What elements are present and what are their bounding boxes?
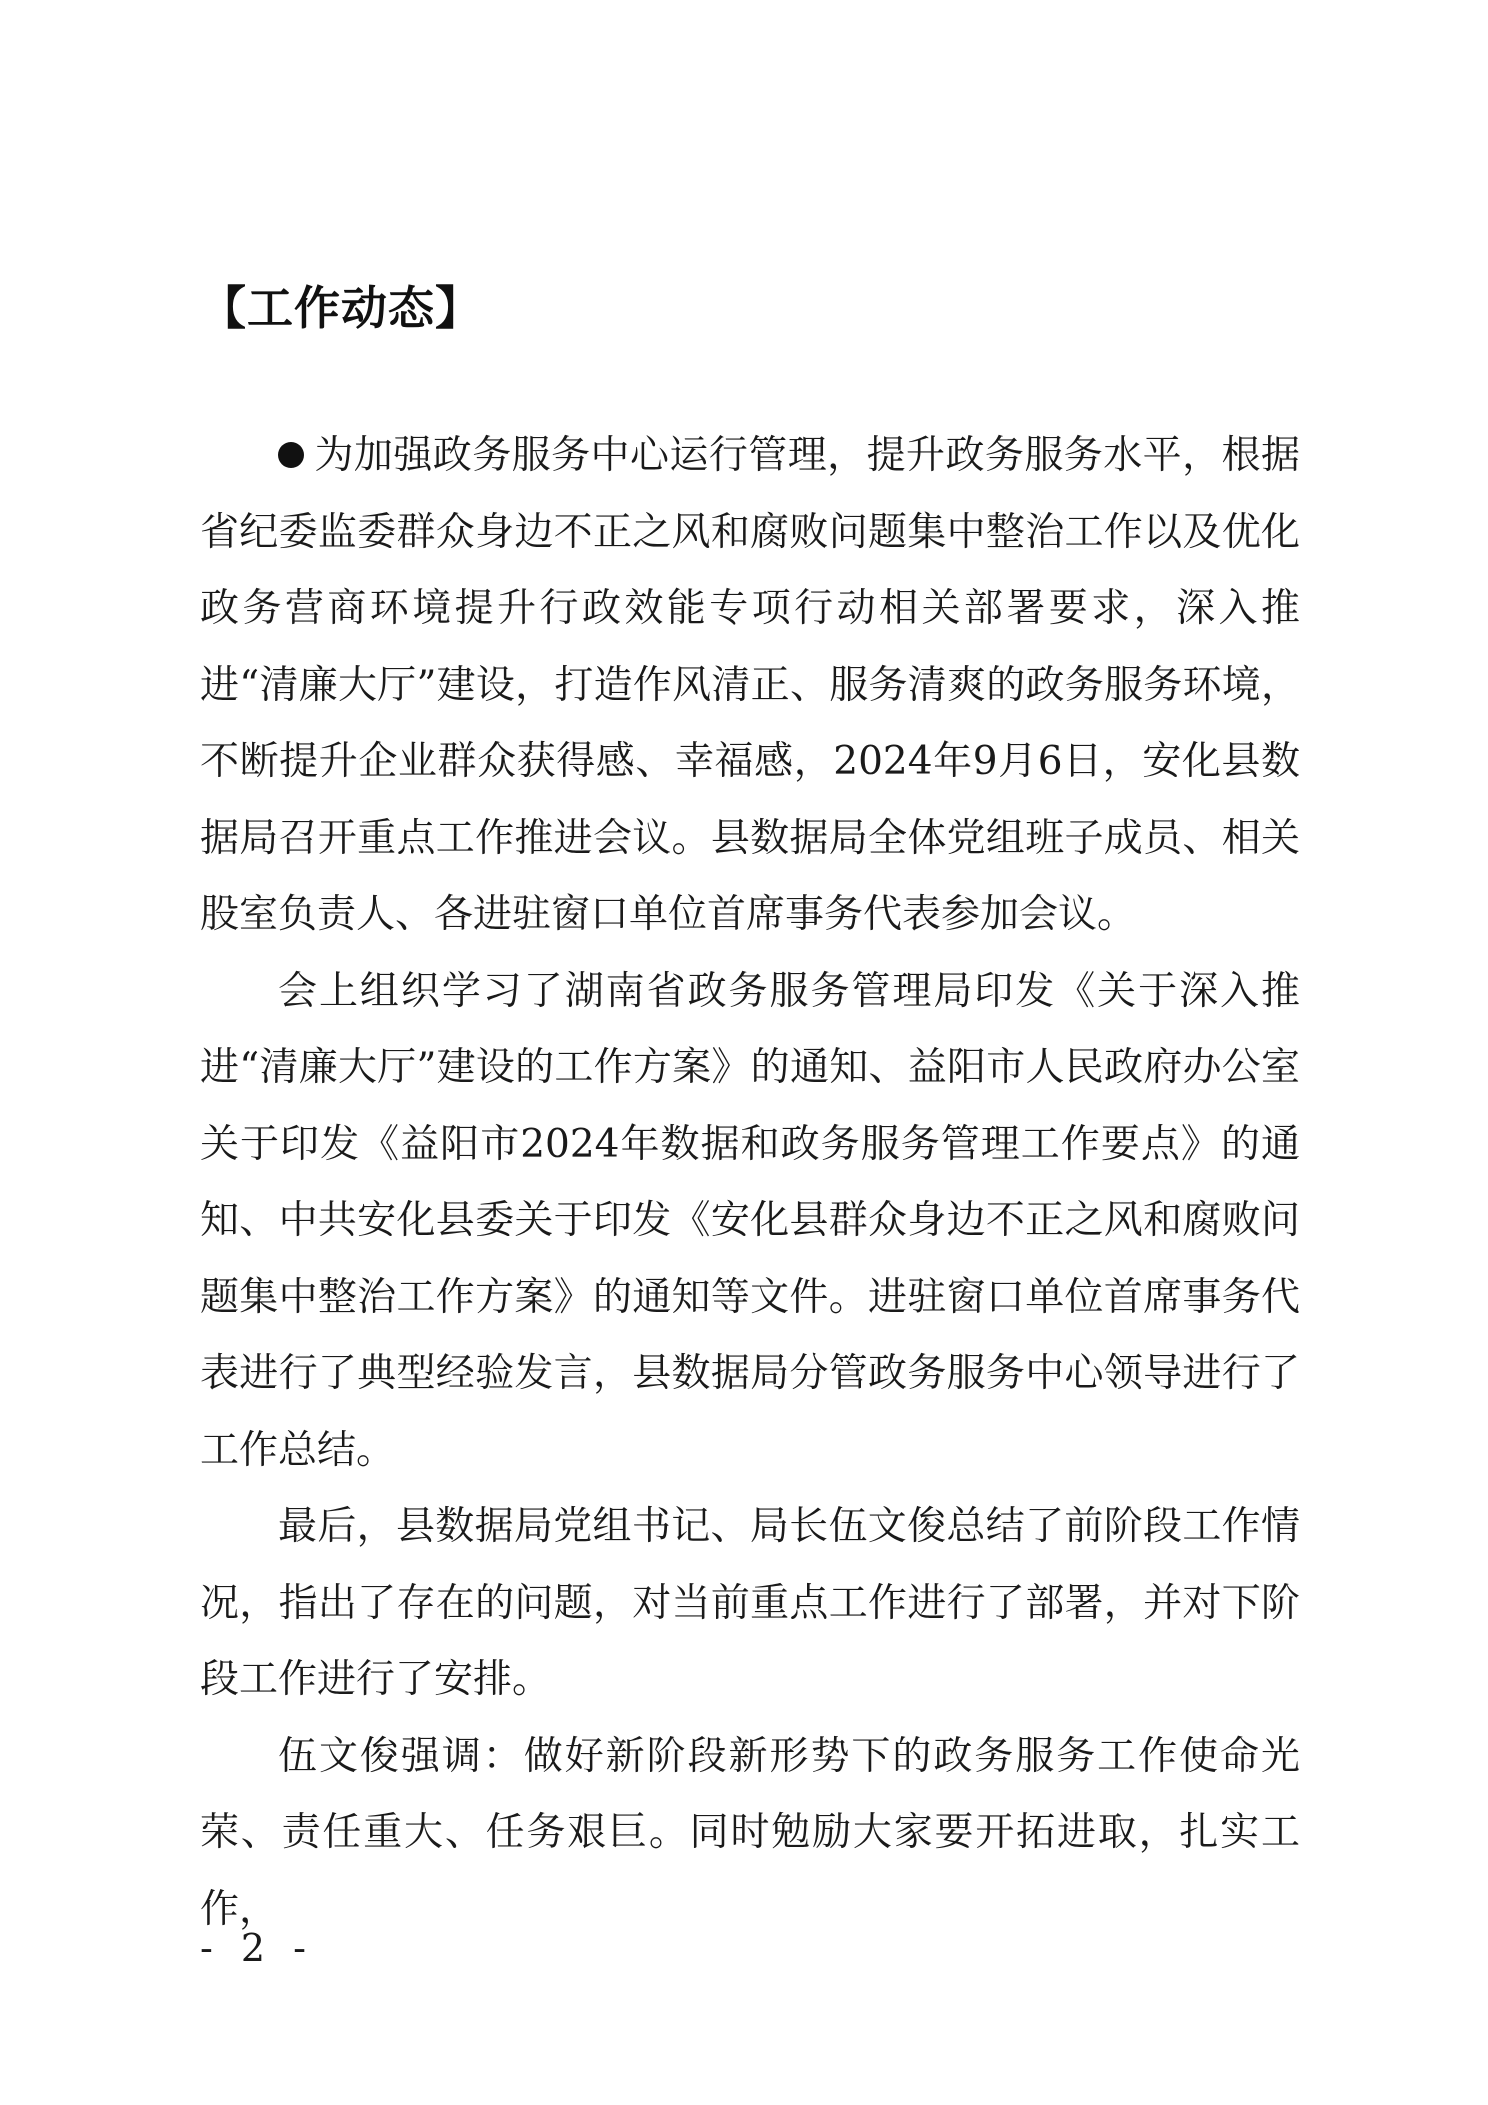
- paragraph-2: 会上组织学习了湖南省政务服务管理局印发《关于深入推进“清廉大厅”建设的工作方案》的通知、益阳市人民政府办公室关于印发《益阳市2024年数据和政务服务管理工作要点》的通知、中共安化县委关于印发《安化县群众身边不正之风和腐败问题集中整治工作方案》的通知等文件。进驻窗口单位首席事务代表进行了典型经验发言，县数据局分管政务服务中心领导进行了工作总结。: [200, 968, 1300, 1473]
- body-text: [200, 418, 1300, 1948]
- paragraph-1-text: 为加强政务服务中心运行管理，提升政务服务水平，根据省纪委监委群众身边不正之风和腐败问题集中整治工作以及优化政务营商环境提升行政效能专项行动相关部署要求，深入推进“清廉大厅”建设，打造作风清正、服务清爽的政务服务环境，不断提升企业群众获得感、幸福感，2024年9月6日，安化县数据局召开重点工作推进会议。县数据局全体党组班子成员、相关股室负责人、各进驻窗口单位首席事务代表参加会议。: [200, 433, 1300, 937]
- paragraph-3: 最后，县数据局党组书记、局长伍文俊总结了前阶段工作情况，指出了存在的问题，对当前重点工作进行了部署，并对下阶段工作进行了安排。: [200, 1504, 1300, 1702]
- paragraph-1: [200, 418, 1300, 954]
- page-number: - 2 -: [200, 1926, 315, 1970]
- bullet-icon: [278, 442, 304, 468]
- section-heading: 【工作动态】: [200, 281, 482, 335]
- paragraph-4: 伍文俊强调：做好新阶段新形势下的政务服务工作使命光荣、责任重大、任务艰巨。同时勉励大家要开拓进取，扎实工作，: [200, 1733, 1300, 1932]
